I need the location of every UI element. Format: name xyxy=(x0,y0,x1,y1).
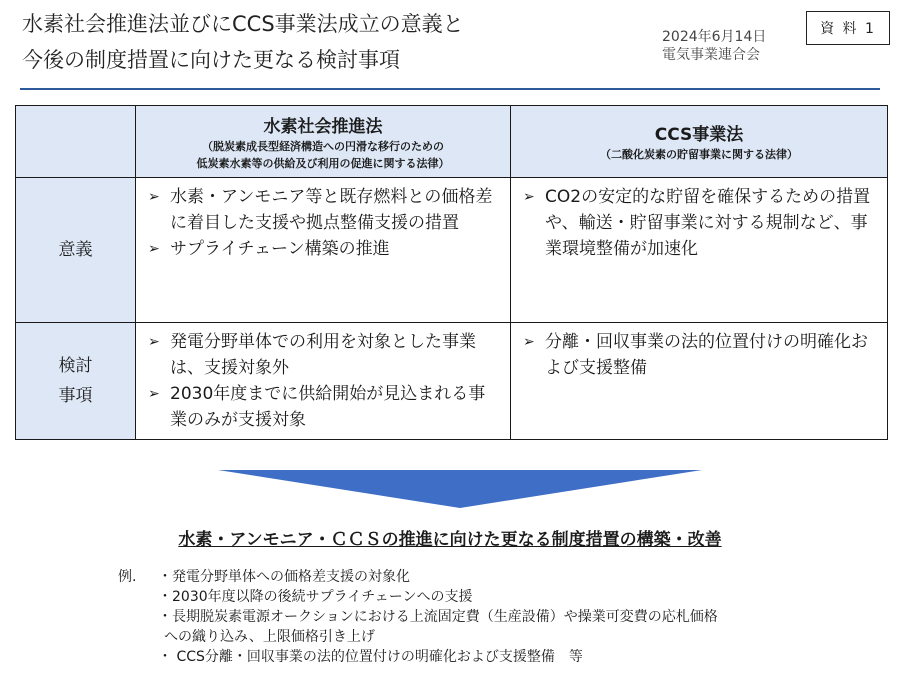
row-label-text: 検討 xyxy=(58,356,93,376)
arrowhead-bullet-icon: ➢ xyxy=(523,189,535,205)
hydrogen-law-subtitle-2: 低炭素水素等の供給及び利用の促進に関する法律） xyxy=(196,157,450,170)
arrowhead-bullet-icon: ➢ xyxy=(148,189,160,205)
arrowhead-bullet-icon: ➢ xyxy=(523,334,535,350)
significance-hydrogen-cell xyxy=(136,178,511,323)
significance-ccs-cell xyxy=(511,178,888,323)
conclusion-heading xyxy=(0,525,900,550)
organization: 電気事業連合会 xyxy=(662,47,760,63)
title-rule xyxy=(20,88,880,90)
considerations-ccs-cell xyxy=(511,323,888,440)
hydrogen-law-title: 水素社会推進法 xyxy=(263,117,383,137)
corner-cell xyxy=(16,106,136,178)
list-item: ・長期脱炭素電源オークションにおける上流固定費（生産設備）や操業可変費の応札価格 xyxy=(158,609,718,625)
list-item: ➢ CO2の安定的な貯留を確保するための措置や、輸送・貯留事業に対する規制など、事業環境整備が加速化 xyxy=(523,184,879,262)
list-item: ➢ 水素・アンモニア等と既存燃料との価格差に着目した支援や拠点整備支援の措置 xyxy=(148,184,502,236)
row-label-significance xyxy=(16,178,136,323)
header-hydrogen-law xyxy=(136,106,511,178)
examples-label: 例. xyxy=(118,569,137,585)
document-label: 資 料 1 xyxy=(806,11,890,45)
arrowhead-bullet-icon: ➢ xyxy=(148,386,160,402)
row-label-considerations xyxy=(16,323,136,440)
page-title xyxy=(22,6,464,78)
list-item: ➢ サプライチェーン構築の推進 xyxy=(148,236,502,262)
arrowhead-bullet-icon: ➢ xyxy=(148,334,160,350)
list-item: への織り込み、上限価格引き上げ xyxy=(164,629,375,645)
hydrogen-law-subtitle-1: （脱炭素成長型経済構造への円滑な移行のための xyxy=(202,140,444,153)
date: 2024年6月14日 xyxy=(662,29,767,45)
comparison-table xyxy=(15,105,888,440)
list-item: ➢ 2030年度までに供給開始が見込まれる事業のみが支援対象 xyxy=(148,381,502,433)
down-arrow-icon xyxy=(218,470,702,508)
considerations-hydrogen-cell xyxy=(136,323,511,440)
list-item: ・2030年度以降の後続サプライチェーンへの支援 xyxy=(158,589,473,605)
list-item: ➢ 発電分野単体での利用を対象とした事業は、支援対象外 xyxy=(148,329,502,381)
conclusion-text: 水素・アンモニア・ＣＣＳの推進に向けた更なる制度措置の構築・改善 xyxy=(178,530,722,550)
ccs-law-subtitle: （二酸化炭素の貯留事業に関する法律） xyxy=(600,148,798,161)
row-label-text: 意義 xyxy=(58,240,93,260)
examples-list xyxy=(158,567,878,667)
arrowhead-bullet-icon: ➢ xyxy=(148,241,160,257)
ccs-law-title: CCS事業法 xyxy=(654,125,744,145)
row-label-text: 事項 xyxy=(58,386,93,406)
date-block xyxy=(662,28,766,64)
list-item: ・ CCS分離・回収事業の法的位置付けの明確化および支援整備 等 xyxy=(158,649,583,665)
list-item: ➢ 分離・回収事業の法的位置付けの明確化および支援整備 xyxy=(523,329,879,381)
list-item: ・発電分野単体への価格差支援の対象化 xyxy=(158,569,410,585)
title-line-1: 水素社会推進法並びにCCS事業法成立の意義と xyxy=(22,12,464,36)
title-line-2: 今後の制度措置に向けた更なる検討事項 xyxy=(22,48,400,72)
header-ccs-law xyxy=(511,106,888,178)
